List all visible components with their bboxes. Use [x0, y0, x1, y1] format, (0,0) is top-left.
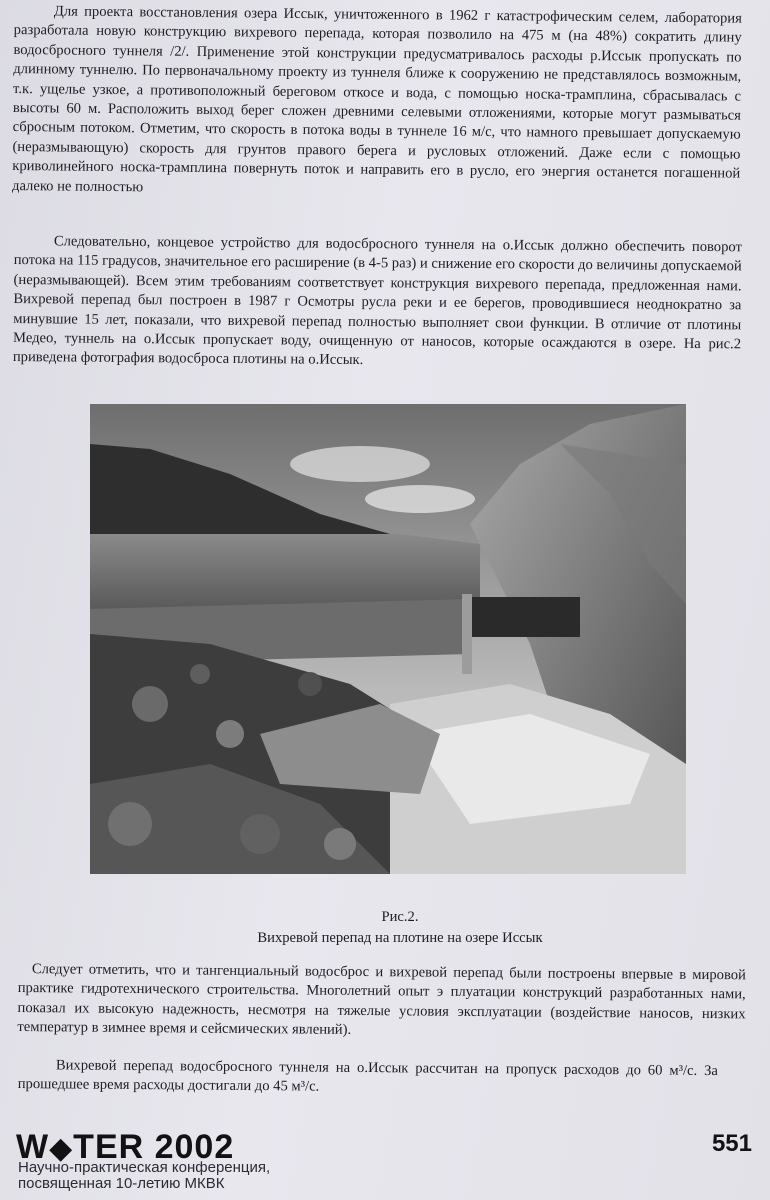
paragraph-capacity: Вихревой перепад водосбросного туннеля на о.Иссык рассчитан на пропуск расходов до 60 м³/с. За прошедшее время расходы достигали до 45 м³/с. [17, 1057, 718, 1096]
dam-spillway-photo [90, 404, 686, 874]
figure-caption: Вихревой перепад на плотине на озере Иссык [257, 930, 543, 946]
figure-photo [90, 404, 686, 874]
page-number: 551 [711, 1130, 752, 1157]
logo-text: TER 2002 [73, 1128, 235, 1166]
figure-label: Рис.2. [381, 909, 419, 925]
paragraph-intro: Для проекта восстановления озера Иссык, уничтоженного в 1962 г катастрофическим селем, лаборатория разработала новую конструкцию вихревого перепада, которая позволило на 475 м (на 48%) сократить длину водосбросного туннеля /2/. Применение этой конструкции предусматривалось расходы р.Иссык пропускать по длинному туннелю. По первоначальному проекту из туннеля ближе к сооружению не представлялось возможным, т.к. ущелье узкое, а противоположный береговом откосе и вода, с помощью носка-трамплина, сбрасывалась с высоты 60 м. Расположить выход берег сложен древними селевыми отложениями, которые могут размываться сбросным потоком. Отметим, что скорость в потока воды в туннеле 16 м/с, что намного превышает допускаемую (неразмывающую) скорость для грунтов правого берега и русловых отложений. Даже если с помощью криволинейного носка-трамплина повернуть поток и направить его в русло, его энергия останется погашенной далеко не полностью [11, 3, 742, 196]
logo-letter-w: W [16, 1128, 50, 1166]
conference-subtitle: Научно-практическая конференция, посвященная 10-летию МКВК [18, 1159, 271, 1192]
paragraph-novelty: Следует отметить, что и тангенциальный водосброс и вихревой перепад были построены впервые в мировой практике гидротехнического строительства. Многолетний опыт э плуатации конструкций разработанных нами, показал их высокую надежность, несмотря на тяжелые условия эксплуатации (воздействие наносов, низких температур в зимнее время и сейсмических явлений). [17, 961, 746, 1039]
paragraph-end-device: Следовательно, концевое устройство для водосбросного туннеля на о.Иссык должно обеспечить поворот потока на 115 градусов, значительное его расширение (в 4-5 раз) и снижение его скорости до величины допускаемой (неразмывающей). Всем этим требованиям соответствует конструкция вихревого перепада, предложенная нами. Вихревой перепад был построен в 1987 г Осмотры русла реки и ее берегов, проводившиеся неоднократно за минувшие 15 лет, показали, что вихревой перепад полностью выполняет свои функции. В отличие от плотины Медео, туннель на о.Иссык пропускает воду, очищенную от наносов, которые осаждаются в озере. На рис.2 приведена фотография водосброса плотины на о.Иссык. [12, 233, 742, 369]
water-drop-icon: ◆ [49, 1132, 74, 1165]
